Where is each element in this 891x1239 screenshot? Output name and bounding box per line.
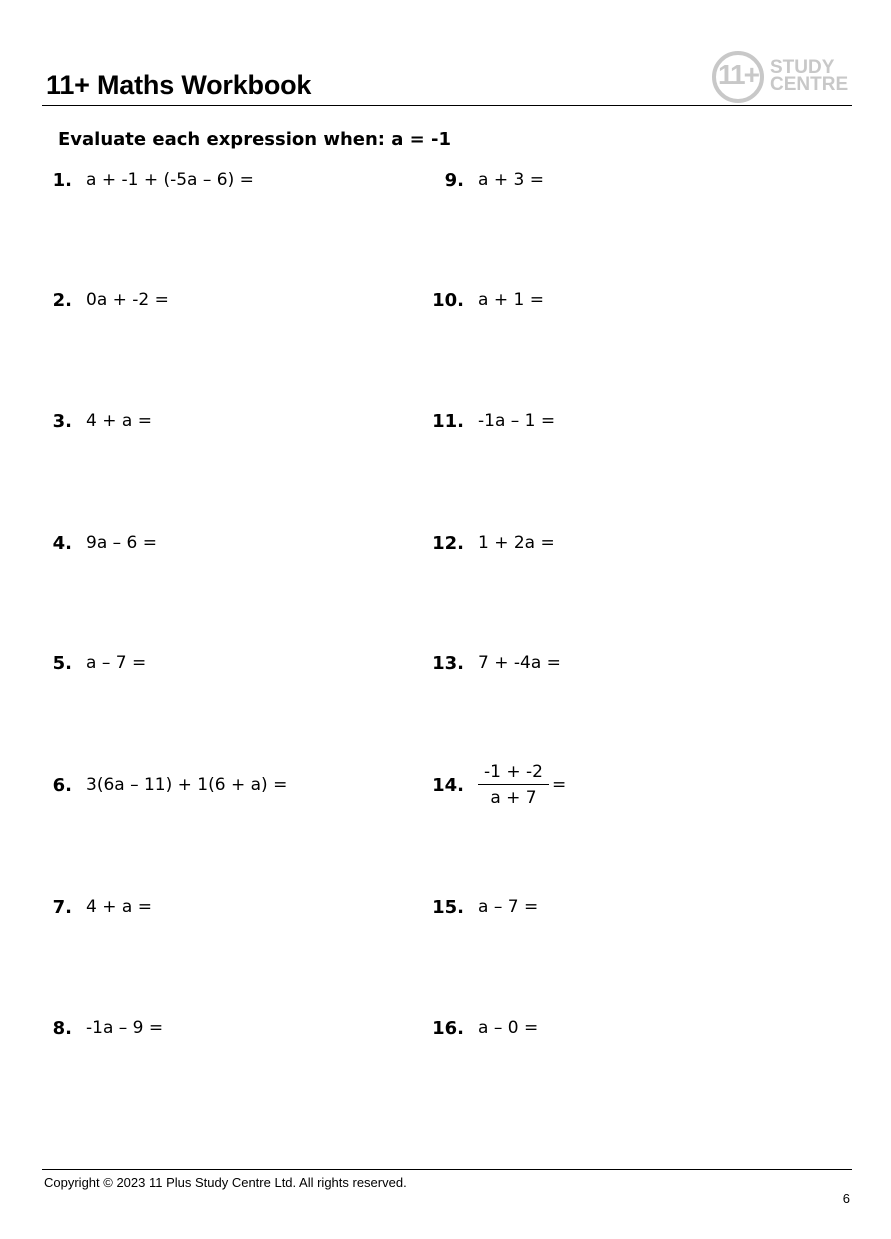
question-expression: a – 0 = [478, 1018, 539, 1038]
question-13 [424, 633, 561, 693]
question-number: 7. [52, 896, 72, 918]
page-title: 11+ Maths Workbook [46, 70, 312, 100]
question-number: 11. [432, 410, 464, 432]
question-number: 12. [432, 532, 464, 554]
question-expression: 4 + a = [86, 411, 152, 431]
study-centre-logo [712, 51, 857, 103]
logo-word-study: STUDY [770, 57, 835, 78]
question-15 [424, 877, 538, 937]
question-number: 1. [52, 169, 72, 191]
question-expression: 7 + -4a = [478, 653, 561, 673]
question-expression: a + 1 = [478, 290, 544, 310]
question-number: 16. [432, 1017, 464, 1039]
copyright-notice: Copyright © 2023 11 Plus Study Centre Ltd. All rights reserved. [44, 1175, 407, 1190]
page-number: 6 [842, 1191, 850, 1206]
question-1 [32, 150, 254, 210]
question-expression [478, 762, 566, 808]
footer-divider [42, 1169, 852, 1170]
question-10 [424, 270, 544, 330]
question-expression: 9a – 6 = [86, 533, 158, 553]
question-number: 13. [432, 652, 464, 674]
question-9 [424, 150, 544, 210]
question-number: 15. [432, 896, 464, 918]
question-6 [32, 755, 287, 815]
fraction [478, 762, 549, 808]
question-expression: a – 7 = [86, 653, 147, 673]
question-5 [32, 633, 146, 693]
question-expression: -1a – 1 = [478, 411, 556, 431]
question-4 [32, 513, 157, 573]
logo-word-centre: CENTRE [770, 74, 849, 95]
question-number: 8. [52, 1017, 72, 1039]
question-number: 2. [52, 289, 72, 311]
question-11 [424, 391, 555, 451]
instruction-heading: Evaluate each expression when: a = -1 [58, 129, 452, 150]
question-expression: a – 7 = [478, 897, 539, 917]
question-expression: -1a – 9 = [86, 1018, 164, 1038]
question-2 [32, 270, 169, 330]
question-14 [424, 755, 566, 815]
header-divider [42, 105, 852, 106]
question-number: 6. [52, 774, 72, 796]
question-expression: a + 3 = [478, 170, 544, 190]
question-expression: a + -1 + (-5a – 6) = [86, 170, 254, 190]
question-3 [32, 391, 152, 451]
question-8 [32, 998, 163, 1058]
question-7 [32, 877, 152, 937]
fraction-numerator: -1 + -2 [478, 762, 549, 785]
question-number: 14. [432, 774, 464, 796]
question-16 [424, 998, 538, 1058]
equals-sign: = [551, 775, 567, 795]
question-12 [424, 513, 555, 573]
question-expression: 4 + a = [86, 897, 152, 917]
question-expression: 0a + -2 = [86, 290, 169, 310]
question-number: 10. [432, 289, 464, 311]
question-expression: 1 + 2a = [478, 533, 555, 553]
question-number: 5. [52, 652, 72, 674]
logo-mark: 11+ [718, 59, 758, 90]
question-number: 4. [52, 532, 72, 554]
fraction-denominator: a + 7 [490, 788, 537, 808]
question-number: 3. [52, 410, 72, 432]
question-expression: 3(6a – 11) + 1(6 + a) = [86, 775, 288, 795]
question-number: 9. [444, 169, 464, 191]
